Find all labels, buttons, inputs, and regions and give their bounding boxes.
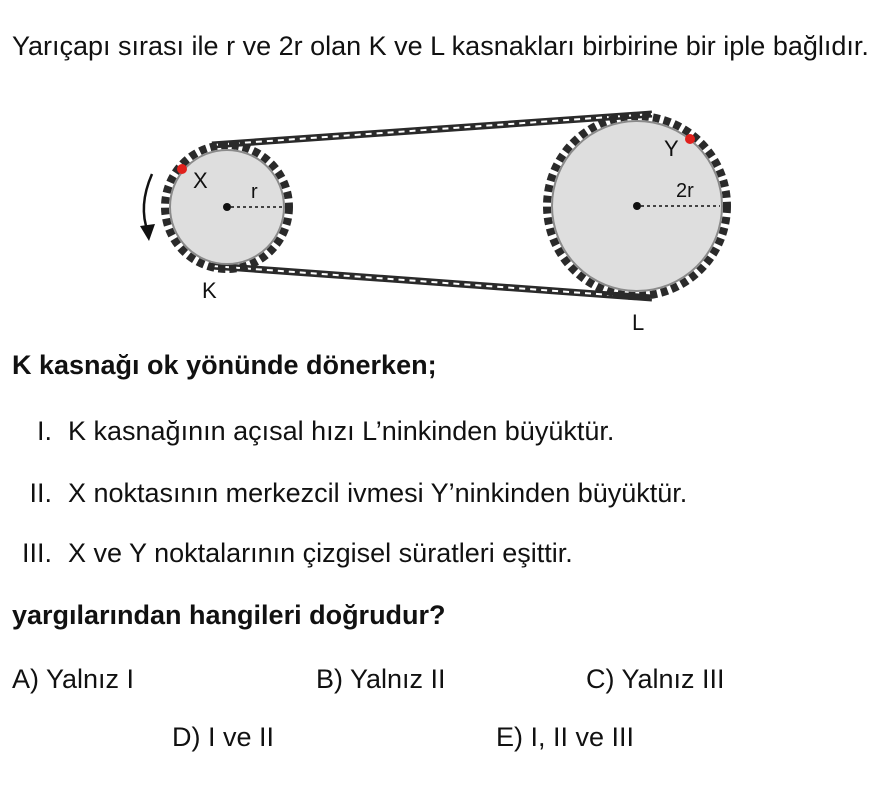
statement-1-number: I. bbox=[36, 416, 52, 446]
pulley-k-label: K bbox=[202, 278, 217, 303]
option-a[interactable]: A) Yalnız I bbox=[12, 664, 135, 694]
point-y-marker bbox=[685, 134, 695, 144]
point-y-label: Y bbox=[664, 136, 679, 161]
pulley-l-label: L bbox=[632, 310, 645, 335]
question-lead: K kasnağı ok yönünde dönerken; bbox=[12, 350, 437, 380]
statement-3-text: X ve Y noktalarının çizgisel süratleri eşittir. bbox=[68, 538, 573, 568]
statement-1-text: K kasnağının açısal hızı L’ninkinden büyüktür. bbox=[68, 416, 615, 446]
pulley-diagram bbox=[0, 108, 891, 348]
option-c[interactable]: C) Yalnız III bbox=[586, 664, 725, 694]
pulley-l bbox=[547, 116, 727, 296]
pulley-k bbox=[165, 145, 289, 269]
point-x-label: X bbox=[193, 168, 208, 193]
pulley-k-center bbox=[223, 203, 231, 211]
point-x-marker bbox=[177, 164, 187, 174]
statement-1 bbox=[0, 416, 614, 447]
option-d[interactable]: D) I ve II bbox=[172, 722, 275, 752]
statement-2-number: II. bbox=[29, 478, 52, 508]
pulley-l-center bbox=[633, 202, 641, 210]
option-b[interactable]: B) Yalnız II bbox=[316, 664, 446, 694]
rotation-arrow-icon bbox=[140, 174, 155, 241]
question-intro: Yarıçapı sırası ile r ve 2r olan K ve L kasnakları birbirine bir iple bağlıdır. bbox=[12, 31, 869, 61]
pulley-figure bbox=[0, 108, 891, 348]
radius-l-label: 2r bbox=[676, 180, 694, 202]
statement-3-number: III. bbox=[21, 538, 52, 568]
question-tail: yargılarından hangileri doğrudur? bbox=[12, 600, 446, 630]
statement-3 bbox=[0, 538, 573, 569]
statement-2-text: X noktasının merkezcil ivmesi Y’ninkinden büyüktür. bbox=[68, 478, 688, 508]
statement-2 bbox=[0, 478, 687, 509]
radius-k-label: r bbox=[251, 181, 258, 203]
option-e[interactable]: E) I, II ve III bbox=[496, 722, 635, 752]
